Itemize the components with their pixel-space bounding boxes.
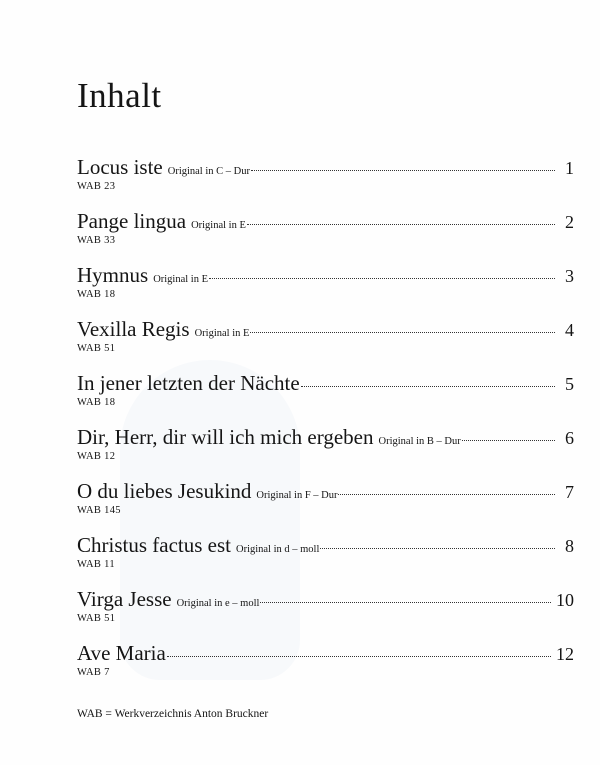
toc-entry-note: Original in E	[194, 328, 250, 339]
toc-entry-wab: WAB 145	[77, 505, 121, 516]
toc-entry[interactable]	[77, 641, 574, 695]
toc-entry-note: Original in E	[153, 274, 209, 285]
toc-entry[interactable]	[77, 155, 574, 209]
toc-entry-page: 6	[565, 428, 574, 448]
toc-entry-title: Locus iste	[77, 155, 163, 179]
toc-entry-title: Pange lingua	[77, 209, 187, 233]
toc-entry-title: Virga Jesse	[77, 587, 172, 611]
toc-entry-wab: WAB 23	[77, 181, 116, 192]
dot-leader	[251, 170, 555, 171]
toc-entry-wab: WAB 51	[77, 343, 116, 354]
toc-entry-title: Dir, Herr, dir will ich mich ergeben	[77, 425, 374, 449]
toc-entry-page: 2	[565, 212, 574, 232]
toc-entry-page: 8	[565, 536, 574, 556]
toc-entry-page: 10	[556, 590, 574, 610]
toc-entry[interactable]	[77, 317, 574, 371]
toc-entry-page: 3	[565, 266, 574, 286]
toc-entry[interactable]	[77, 371, 574, 425]
toc-entry[interactable]	[77, 587, 574, 641]
toc-entry-title: In jener letzten der Nächte	[77, 371, 300, 395]
toc-entry-wab: WAB 11	[77, 559, 115, 570]
toc-entry-note: Original in E	[191, 220, 246, 231]
toc-entry-title: O du liebes Jesukind	[77, 479, 252, 503]
toc-entry[interactable]	[77, 479, 574, 533]
dot-leader	[250, 332, 555, 333]
toc-entry-page: 7	[565, 482, 574, 502]
toc-entry-wab: WAB 18	[77, 289, 116, 300]
toc-entry[interactable]	[77, 263, 574, 317]
toc-entry-note: Original in C – Dur	[167, 166, 250, 177]
toc-entry-title: Hymnus	[77, 263, 149, 287]
toc-entry-note: Original in F – Dur	[256, 490, 338, 501]
toc-entry[interactable]	[77, 425, 574, 479]
dot-leader	[167, 656, 551, 657]
dot-leader	[338, 494, 555, 495]
toc-entry-page: 5	[565, 374, 574, 394]
toc-entry-wab: WAB 7	[77, 667, 110, 678]
dot-leader	[260, 602, 551, 603]
table-of-contents	[77, 155, 574, 695]
toc-entry-note: Original in e – moll	[176, 598, 260, 609]
toc-entry-title: Ave Maria	[77, 641, 166, 665]
dot-leader	[209, 278, 555, 279]
page-title: Inhalt	[77, 76, 162, 115]
toc-entry-page: 1	[565, 158, 574, 178]
toc-entry[interactable]	[77, 209, 574, 263]
toc-entry-wab: WAB 12	[77, 451, 116, 462]
toc-entry-note: Original in d – moll	[235, 544, 320, 555]
dot-leader	[320, 548, 555, 549]
footnote: WAB = Werkverzeichnis Anton Bruckner	[77, 708, 269, 720]
toc-entry-title: Vexilla Regis	[77, 317, 190, 341]
dot-leader	[462, 440, 555, 441]
toc-entry-title: Christus factus est	[77, 533, 231, 557]
toc-entry-wab: WAB 51	[77, 613, 116, 624]
toc-entry-page: 4	[565, 320, 574, 340]
toc-entry-wab: WAB 18	[77, 397, 116, 408]
dot-leader	[247, 224, 555, 225]
dot-leader	[301, 386, 555, 387]
toc-entry-note: Original in B – Dur	[378, 436, 461, 447]
toc-entry-page: 12	[556, 644, 574, 664]
toc-entry-wab: WAB 33	[77, 235, 116, 246]
toc-entry[interactable]	[77, 533, 574, 587]
